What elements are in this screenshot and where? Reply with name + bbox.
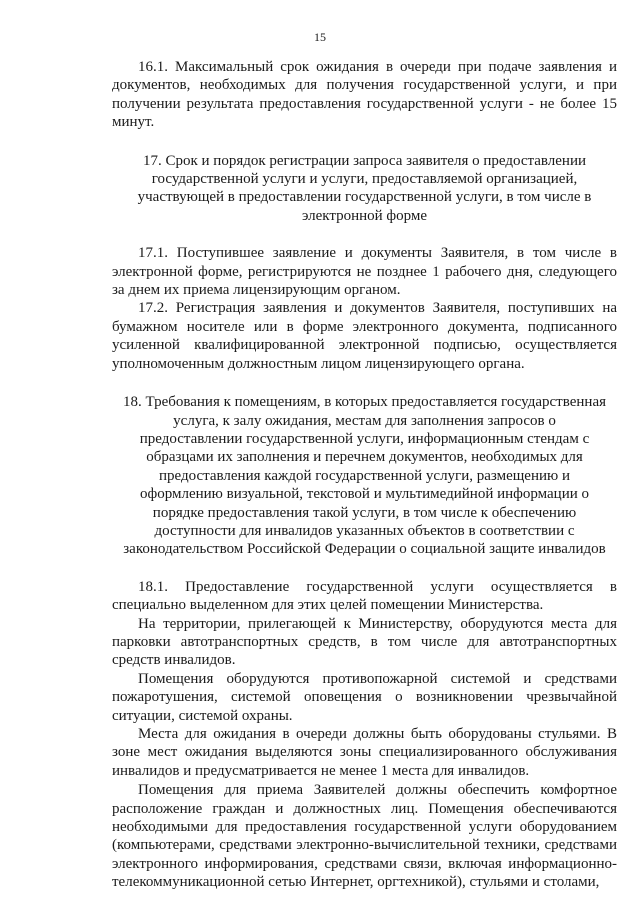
paragraph-18-fire-safety: Помещения оборудуются противопожарной системой и средствами пожаротушения, системой оповещения о возникновении чрезвычайной ситуации, системой охраны. xyxy=(112,670,617,724)
paragraph-18-parking: На территории, прилегающей к Министерству, оборудуются места для парковки автотранспортных средств, в том числе для автотранспортных средств инвалидов. xyxy=(112,615,617,669)
document-body xyxy=(112,58,617,892)
paragraph-16-1: 16.1. Максимальный срок ожидания в очереди при подаче заявления и документов, необходимых для получения государственной услуги, и при получении результата предоставления государственной услуги - не более 15 минут. xyxy=(112,59,617,131)
page-number: 15 xyxy=(314,30,326,44)
paragraph-17-1: 17.1. Поступившее заявление и документы Заявителя, в том числе в электронной форме, регистрируются не позднее 1 рабочего дня, следующего за днем их приема лицензирующим органом. xyxy=(112,245,617,299)
section-17-heading: 17. Срок и порядок регистрации запроса заявителя о предоставлении государственной услуги и услуги, предоставляемой организацией, участвующей в предоставлении государственной услуги, в том числе в электронной форме xyxy=(137,152,592,224)
paragraph-17-2: 17.2. Регистрация заявления и документов Заявителя, поступивших на бумажном носителе или в форме электронного документа, подписанного усиленной квалифицированной электронной подписью, осуществляется уполномоченным должностным лицом лицензирующего органа. xyxy=(112,300,617,372)
paragraph-18-reception-rooms: Помещения для приема Заявителей должны обеспечить комфортное расположение граждан и должностных лиц. Помещения обеспечиваются необходимыми для предоставления государственной услуги оборудованием (компьютерами, средствами электронно-вычислительной техники, средствами электронного информирования, средствами связи, включая информационно-телекоммуникационной сетью Интернет, оргтехникой), стульями и столами, xyxy=(112,782,617,891)
paragraph-18-waiting-area: Места для ожидания в очереди должны быть оборудованы стульями. В зоне мест ожидания выделяются зоны специализированного обслуживания инвалидов и предусматривается не менее 1 места для инвалидов. xyxy=(112,726,617,779)
paragraph-18-1: 18.1. Предоставление государственной услуги осуществляется в специально выделенном для этих целей помещении Министерства. xyxy=(112,578,617,614)
section-18-heading: 18. Требования к помещениям, в которых предоставляется государственная услуга, к залу ожидания, местам для заполнения запросов о предоставлении государственной услуги, информационным стендам с образцами их заполнения и перечнем документов, необходимых для предоставления каждой государственной услуги, размещению и оформлению визуальной, текстовой и мультимедийной информации о порядке предоставления такой услуги, в том числе к обеспечению доступности для инвалидов указанных объектов в соответствии с законодательством Российской Федерации о социальной защите инвалидов xyxy=(122,394,606,558)
